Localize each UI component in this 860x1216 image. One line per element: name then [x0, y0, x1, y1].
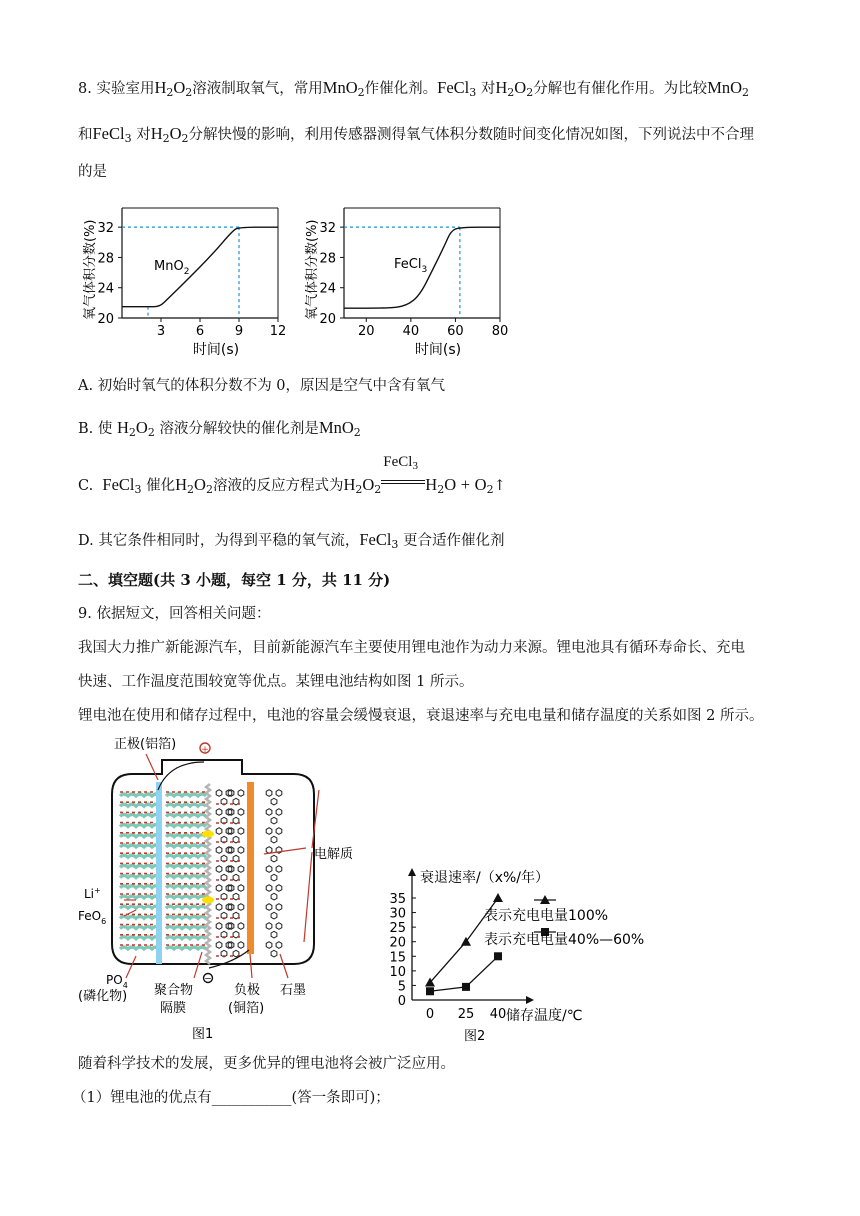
y-tick-label: 10 — [389, 964, 406, 980]
y-axis-label: 氧气体积分数(%) — [83, 219, 98, 320]
cathode-layer — [166, 896, 206, 898]
graphite-ring — [271, 931, 277, 938]
graphite-ring — [266, 828, 272, 835]
cathode-layer — [166, 845, 206, 847]
x-tick-label: 20 — [358, 324, 375, 339]
graphite-ring — [266, 847, 272, 854]
option-d[interactable]: D. 其它条件相同时，为得到平稳的氧气流，FeCl$_3$ 更合适作催化剂 — [78, 530, 505, 551]
cathode-layer — [120, 886, 160, 888]
fig2-caption: 图2 — [464, 1029, 486, 1044]
cathode-layer — [166, 916, 206, 918]
x-tick-label: 40 — [402, 324, 420, 339]
legend-label-40: 表示充电电量40%—60% — [484, 932, 645, 948]
graphite-ring — [216, 809, 222, 816]
negative-terminal-sign: − — [204, 974, 212, 985]
cathode-layer — [120, 855, 160, 857]
graphite-ring — [238, 885, 244, 892]
label-separator: 隔膜 — [160, 1001, 187, 1016]
y-tick-label: 28 — [97, 251, 114, 267]
x-tick-label: 60 — [447, 324, 464, 339]
graphite-ring — [271, 798, 277, 805]
graphite-ring — [271, 817, 277, 824]
fig1-caption: 图1 — [192, 1027, 214, 1042]
cathode-layer — [120, 906, 160, 908]
graphite-ring — [276, 866, 282, 873]
graphite-ring — [271, 893, 277, 900]
graphite-ring — [266, 942, 272, 949]
graphite-ring — [271, 950, 277, 957]
graphite-ring — [238, 923, 244, 930]
label-phosphide: (磷化物) — [78, 989, 128, 1004]
q9-para1-line1: 我国大力推广新能源汽车，目前新能源汽车主要使用锂电池作为动力来源。锂电池具有循环寿命长、充电 — [78, 640, 745, 656]
y-tick-label: 25 — [389, 921, 406, 937]
series-label: MnO$_2$ — [154, 259, 190, 277]
series-label: FeCl$_3$ — [394, 257, 428, 275]
cathode-layer — [166, 814, 206, 816]
x-axis-arrow — [526, 996, 534, 1004]
label-positive-electrode: 正极(铝箔) — [114, 737, 177, 752]
cathode-layer — [120, 865, 160, 867]
cathode-layer — [120, 947, 160, 949]
section-title: 二、填空题(共 3 小题，每空 1 分，共 11 分) — [78, 571, 391, 589]
li-ion — [202, 831, 214, 838]
square-marker — [426, 987, 434, 995]
positive-terminal-sign: + — [201, 745, 209, 755]
chart-mno2 — [78, 198, 300, 360]
y-tick-label: 24 — [319, 281, 336, 297]
graphite-ring — [276, 942, 282, 949]
cathode-layer — [120, 876, 160, 878]
cathode-layer — [120, 927, 160, 929]
cathode-layer — [120, 835, 160, 837]
fig1-battery-diagram — [74, 732, 374, 1044]
cathode-layer — [166, 876, 206, 878]
graphite-ring — [266, 923, 272, 930]
separator — [206, 784, 210, 964]
y-tick-label: 15 — [389, 950, 406, 966]
catalyst-equals: FeCl$_3$ — [381, 472, 425, 490]
legend-label-100: 表示充电电量100% — [484, 908, 609, 924]
x-axis-label: 储存温度/℃ — [506, 1008, 583, 1024]
x-axis-label: 时间(s) — [192, 342, 240, 358]
graphite-ring — [266, 885, 272, 892]
graphite-ring — [238, 866, 244, 873]
y-tick-label: 32 — [319, 221, 336, 237]
cathode-layer — [120, 916, 160, 918]
graphite-ring — [276, 923, 282, 930]
cathode-layer — [166, 825, 206, 827]
x-tick-label: 40 — [489, 1007, 507, 1022]
graphite-ring — [216, 904, 222, 911]
battery-casing — [112, 760, 314, 964]
cathode-layer — [166, 947, 206, 949]
cathode-layer — [166, 927, 206, 929]
cathode-layer — [166, 886, 206, 888]
cathode-layer — [166, 906, 206, 908]
y-tick-label: 20 — [97, 312, 114, 327]
label-copper-foil: (铜箔) — [228, 1001, 265, 1016]
cathode-layer — [120, 937, 160, 939]
label-feo6: FeO$_6$ — [78, 909, 107, 926]
q8-stem-line2: 和FeCl$_3$ 对$H_2O_2$分解快慢的影响，利用传感器测得氧气体积分数随时间变化情况如图，下列说法中不合理 — [78, 124, 755, 145]
q9-para3: 随着科学技术的发展，更多优异的锂电池将会被广泛应用。 — [78, 1056, 455, 1072]
cathode-layer — [166, 855, 206, 857]
graphite-ring — [271, 912, 277, 919]
cathode-layer — [120, 825, 160, 827]
y-tick-label: 35 — [389, 892, 406, 907]
q9-sub1[interactable]: （1）锂电池的优点有___________(答一条即可)； — [72, 1090, 390, 1106]
cathode-layer — [166, 794, 206, 796]
triangle-marker — [493, 893, 503, 902]
x-axis-label: 时间(s) — [414, 342, 462, 358]
y-tick-label: 24 — [97, 281, 114, 297]
q9-intro: 9. 依据短文，回答相关问题： — [78, 606, 271, 622]
label-li-ion: Li+ — [84, 886, 101, 901]
y-tick-label: 32 — [97, 221, 114, 237]
cathode-layer — [120, 845, 160, 847]
label-po4: $PO_4$ — [106, 973, 128, 990]
y-tick-label: 20 — [389, 935, 406, 951]
x-tick-label: 12 — [269, 324, 287, 339]
y-tick-label: 30 — [389, 906, 406, 922]
graphite-ring — [238, 828, 244, 835]
square-marker — [494, 952, 502, 960]
graphite-ring — [276, 790, 282, 797]
label-electrolyte: 电解质 — [314, 847, 354, 862]
y-axis-arrow — [408, 868, 416, 876]
graphite-ring — [216, 942, 222, 949]
x-tick-label: 0 — [425, 1007, 435, 1022]
x-tick-label: 3 — [156, 324, 166, 339]
fig2-decay-chart — [380, 860, 680, 1046]
cathode-layer — [166, 937, 206, 939]
label-negative-electrode: 负极 — [234, 983, 261, 998]
q9-para2: 锂电池在使用和储存过程中，电池的容量会缓慢衰退，衰退速率与充电电量和储存温度的关系如图 2 所示。 — [78, 708, 764, 724]
chart-fecl3 — [300, 198, 522, 360]
x-tick-label: 80 — [491, 324, 509, 339]
q8-stem-line1: 8. 实验室用$H_2O_2$溶液制取氧气，常用MnO$_2$作催化剂。FeCl$_3$ 对$H_2O_2$分解也有催化作用。为比较MnO$_2$ — [78, 78, 750, 99]
graphite-ring — [271, 855, 277, 862]
x-tick-label: 25 — [457, 1007, 475, 1022]
graphite-ring — [266, 809, 272, 816]
graphite-ring — [238, 942, 244, 949]
y-axis-label: 衰退速率/（x%/年） — [420, 870, 550, 886]
graphite-ring — [266, 904, 272, 911]
cathode-layer — [166, 835, 206, 837]
triangle-marker — [461, 937, 471, 946]
negative-foil — [247, 782, 254, 954]
q9-para1-line2: 快速、工作温度范围较宽等优点。某锂电池结构如图 1 所示。 — [78, 674, 474, 690]
graphite-ring — [216, 790, 222, 797]
graphite-ring — [276, 885, 282, 892]
graphite-ring — [266, 790, 272, 797]
o2-curve — [122, 227, 278, 307]
graphite-ring — [238, 904, 244, 911]
li-ion — [202, 897, 214, 904]
graphite-ring — [276, 904, 282, 911]
graphite-ring — [216, 866, 222, 873]
graphite-ring — [271, 836, 277, 843]
label-graphite: 石墨 — [280, 983, 307, 998]
graphite-ring — [216, 923, 222, 930]
y-tick-label: 28 — [319, 251, 336, 267]
graphite-ring — [216, 828, 222, 835]
option-b[interactable]: B. 使 $H_2O_2$ 溶液分解较快的催化剂是MnO$_2$ — [78, 418, 361, 439]
graphite-ring — [266, 866, 272, 873]
cathode-layer — [166, 865, 206, 867]
graphite-ring — [271, 874, 277, 881]
graphite-ring — [216, 885, 222, 892]
q8-stem-line3: 的是 — [78, 164, 107, 180]
y-tick-label: 5 — [397, 979, 406, 995]
y-axis-label: 氧气体积分数(%) — [305, 219, 320, 320]
graphite-ring — [238, 847, 244, 854]
cathode-layer — [120, 804, 160, 806]
graphite-ring — [238, 790, 244, 797]
cathode-layer — [120, 814, 160, 816]
cathode-layer — [120, 896, 160, 898]
positive-foil — [156, 782, 162, 964]
square-marker — [462, 983, 470, 991]
cathode-layer — [120, 794, 160, 796]
option-a[interactable]: A. 初始时氧气的体积分数不为 0，原因是空气中含有氧气 — [78, 378, 446, 394]
graphite-ring — [238, 809, 244, 816]
cathode-layer — [166, 804, 206, 806]
x-tick-label: 6 — [195, 324, 205, 339]
option-c[interactable]: C. FeCl$_3$ 催化$H_2O_2$溶液的反应方程式为$H_2O_2$ FeCl$_3$ $H_2O$ + $O_2↑$ — [78, 454, 506, 496]
graphite-ring — [216, 847, 222, 854]
y-tick-label: 0 — [397, 994, 406, 1009]
y-tick-label: 20 — [319, 312, 336, 327]
x-tick-label: 9 — [234, 324, 244, 339]
label-polymer: 聚合物 — [154, 983, 194, 998]
graphite-ring — [276, 828, 282, 835]
graphite-ring — [276, 809, 282, 816]
